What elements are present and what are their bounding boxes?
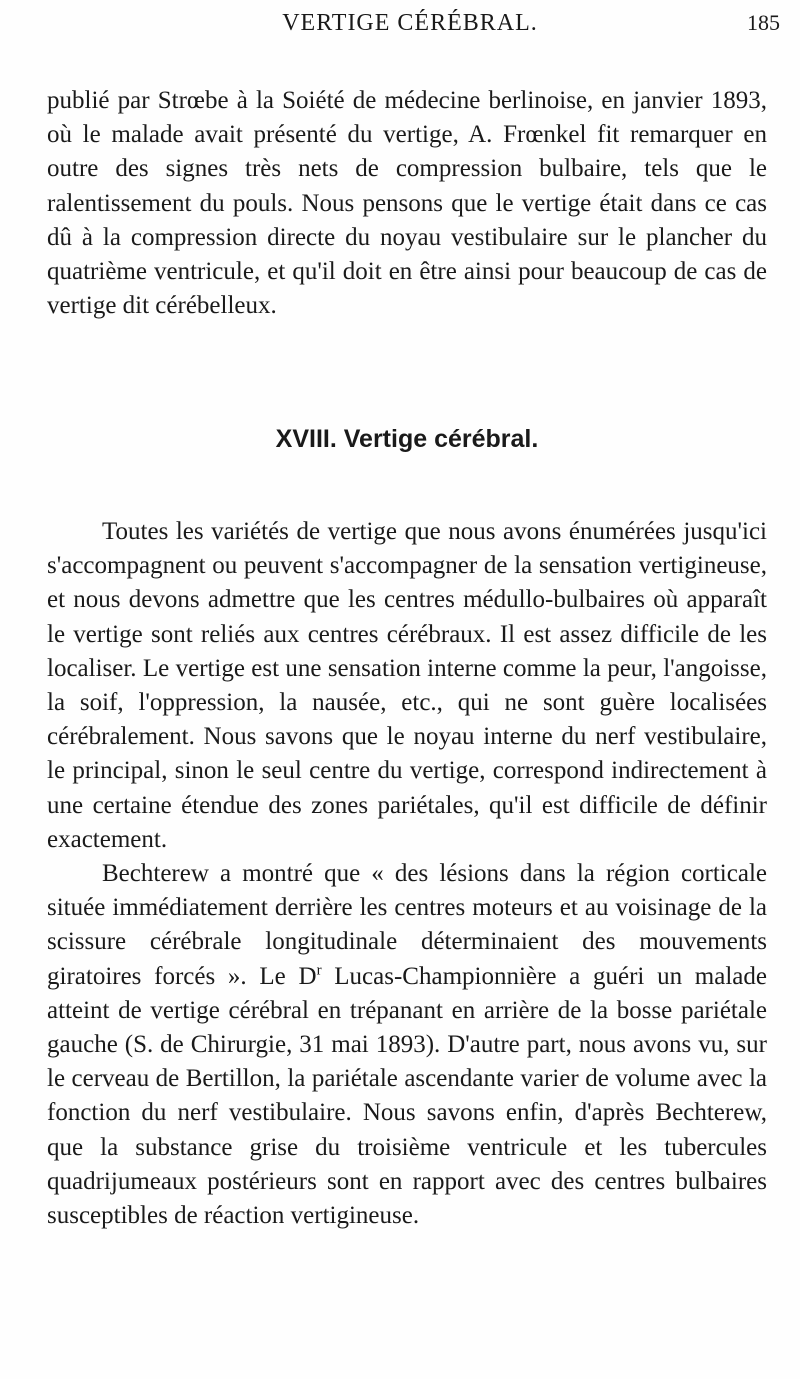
section-heading: XVIII. Vertige cérébral. bbox=[275, 425, 539, 453]
body-text-top bbox=[47, 84, 767, 323]
page-number: 185 bbox=[747, 10, 780, 35]
paragraph-text: Bechterew a montré que « des lésions dans la région corticale située immédiatement derrière les centres moteurs et au voisinage de la scissure cérébrale longitudinale déterminaient des mouvements giratoires forcés ». Le D bbox=[47, 860, 767, 990]
paragraph: Toutes les variétés de vertige que nous avons énumérées jusqu'ici s'accompagnent ou peuvent s'accompagner de la sensation vertigineuse, et nous devons admettre que les centres médullo-bulbaires où apparaît le vertige sont reliés aux centres cérébraux. Il est assez difficile de les localiser. Le vertige est une sensation interne comme la peur, l'angoisse, la soif, l'oppression, la nausée, etc., qui ne sont guère localisées cérébralement. Nous savons que le noyau interne du nerf vestibulaire, le principal, sinon le seul centre du vertige, correspond indirectement à une certaine étendue des zones pariétales, qu'il est difficile de définir exactement. bbox=[47, 518, 767, 853]
paragraph: publié par Strœbe à la Soiété de médecine berlinoise, en janvier 1893, où le malade avait présenté du vertige, A. Frœnkel fit remarquer en outre des signes très nets de compression bulbaire, tels que le ralentissement du pouls. Nous pensons que le vertige était dans ce cas dû à la compression directe du noyau vestibulaire sur le plancher du quatrième ventricule, et qu'il doit en être ainsi pour beaucoup de cas de vertige dit cérébelleux. bbox=[47, 87, 767, 320]
running-header-title: VERTIGE CÉRÉBRAL. bbox=[282, 10, 538, 36]
paragraph bbox=[47, 857, 767, 1233]
body-text-bottom bbox=[47, 515, 767, 1233]
superscript: r bbox=[316, 962, 322, 979]
paragraph-text: Lucas-Championnière a guéri un malade atteint de vertige cérébral en trépanant en arrière de la bosse pariétale gauche (S. de Chirurgie, 31 mai 1893). D'autre part, nous avons vu, sur le cerveau de Bertillon, la pariétale ascendante varier de volume avec la fonction du nerf vestibulaire. Nous savons enfin, d'après Bechterew, que la substance grise du troisième ventricule et les tubercules quadrijumeaux postérieurs sont en rapport avec des centres bulbaires susceptibles de réaction vertigineuse. bbox=[47, 962, 767, 1230]
running-header bbox=[40, 4, 780, 44]
